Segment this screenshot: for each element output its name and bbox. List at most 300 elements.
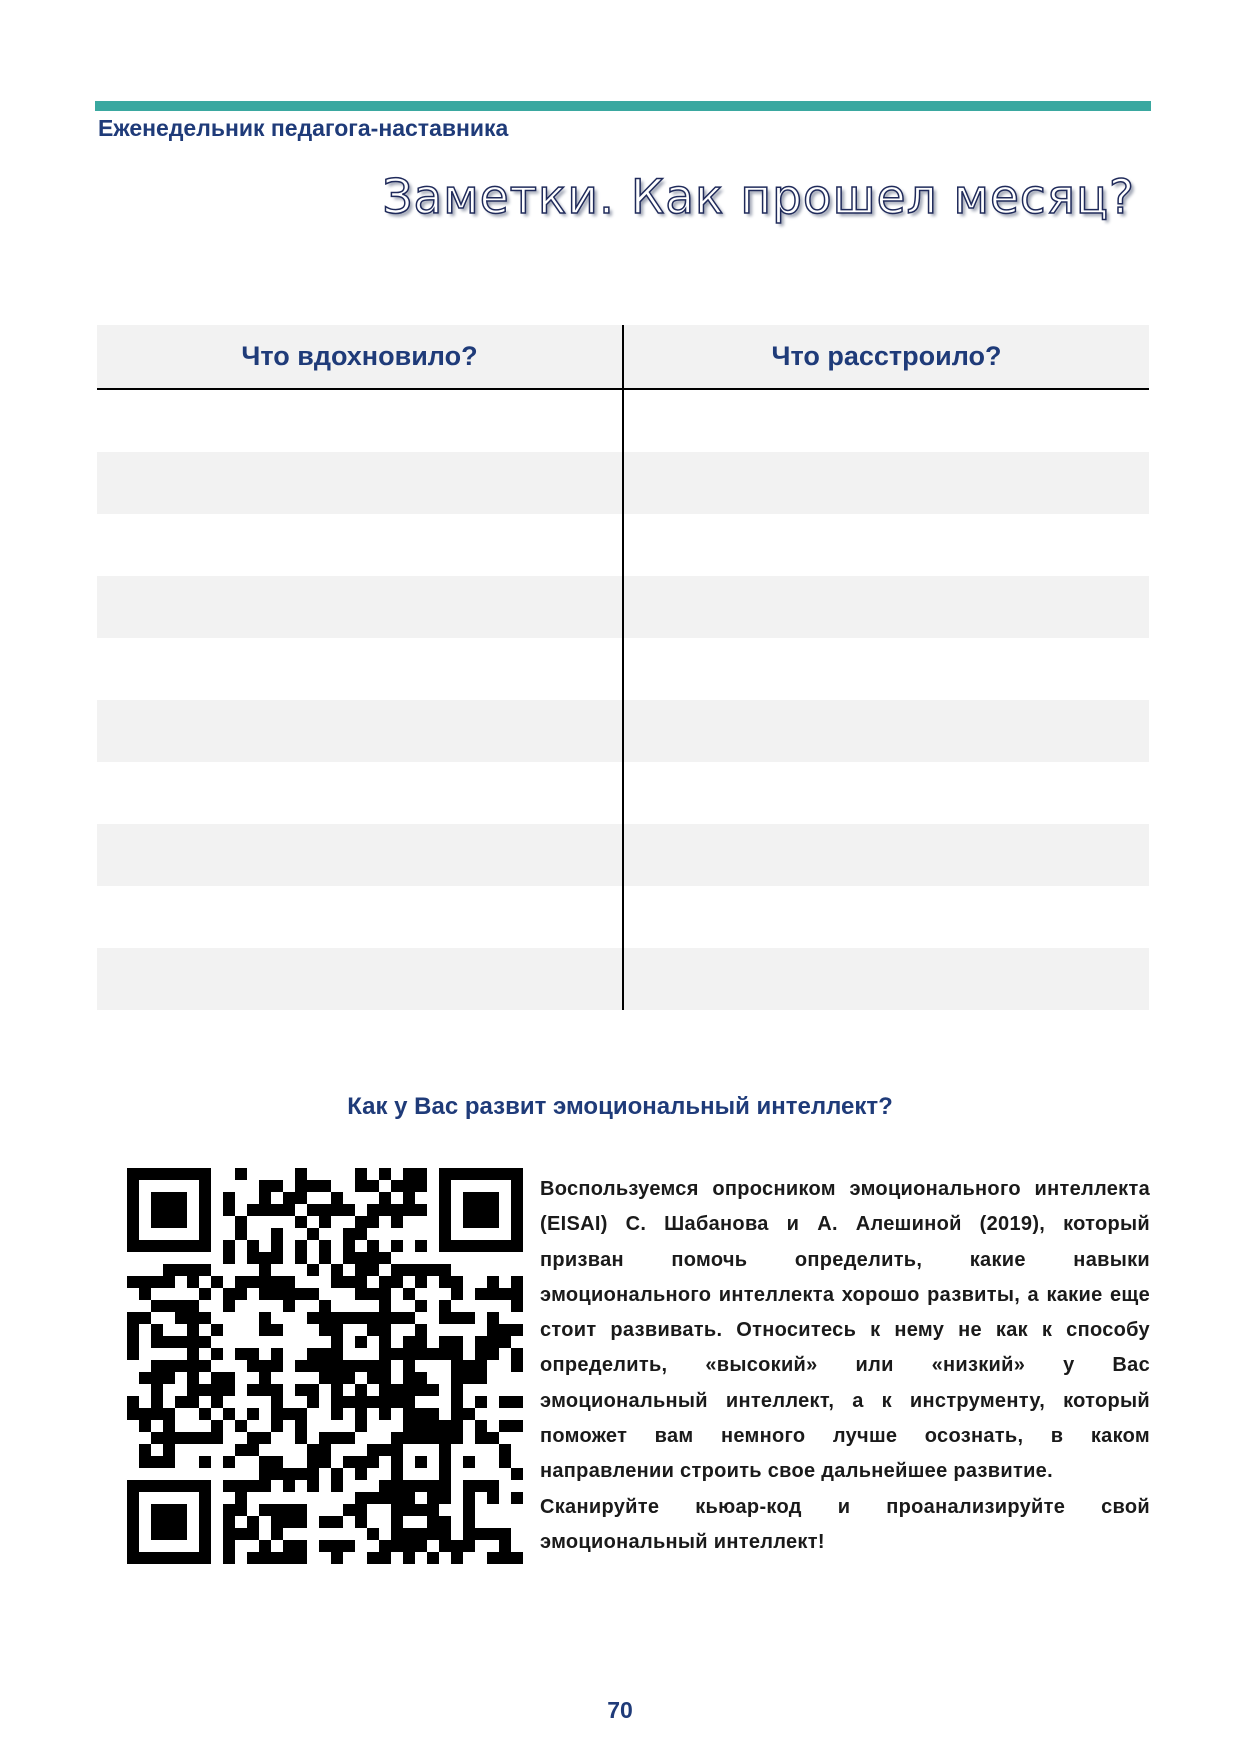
qr-module: [439, 1540, 451, 1552]
qr-module: [439, 1348, 451, 1360]
qr-module: [283, 1276, 295, 1288]
qr-module: [415, 1180, 427, 1192]
qr-module: [367, 1324, 379, 1336]
qr-module: [139, 1408, 151, 1420]
qr-module: [175, 1300, 187, 1312]
qr-module: [223, 1240, 235, 1252]
qr-module: [367, 1312, 379, 1324]
qr-module: [331, 1312, 343, 1324]
qr-module: [199, 1384, 211, 1396]
qr-module: [511, 1180, 523, 1192]
qr-module: [139, 1168, 151, 1180]
qr-module: [331, 1348, 343, 1360]
qr-module: [379, 1372, 391, 1384]
qr-module: [139, 1240, 151, 1252]
qr-module: [223, 1252, 235, 1264]
qr-module: [403, 1264, 415, 1276]
qr-module: [127, 1192, 139, 1204]
qr-module: [175, 1528, 187, 1540]
qr-module: [391, 1396, 403, 1408]
qr-module: [511, 1552, 523, 1564]
upset-cell[interactable]: [623, 948, 1149, 1010]
qr-module: [127, 1204, 139, 1216]
qr-module: [283, 1204, 295, 1216]
qr-module: [271, 1420, 283, 1432]
qr-module: [187, 1384, 199, 1396]
qr-module: [343, 1540, 355, 1552]
qr-module: [331, 1468, 343, 1480]
qr-module: [451, 1396, 463, 1408]
notes-table-row: [97, 762, 1149, 824]
qr-module: [439, 1264, 451, 1276]
qr-module: [223, 1192, 235, 1204]
qr-module: [295, 1432, 307, 1444]
upset-cell[interactable]: [623, 576, 1149, 638]
qr-module: [307, 1384, 319, 1396]
qr-module: [403, 1528, 415, 1540]
qr-module: [199, 1264, 211, 1276]
qr-module: [259, 1372, 271, 1384]
qr-module: [307, 1312, 319, 1324]
qr-module: [487, 1492, 499, 1504]
qr-module: [367, 1264, 379, 1276]
qr-module: [187, 1360, 199, 1372]
qr-module: [439, 1192, 451, 1204]
qr-module: [355, 1516, 367, 1528]
qr-module: [475, 1192, 487, 1204]
qr-module: [271, 1504, 283, 1516]
qr-module: [511, 1276, 523, 1288]
qr-module: [403, 1204, 415, 1216]
qr-module: [487, 1324, 499, 1336]
inspired-cell[interactable]: [97, 948, 623, 1010]
qr-module: [127, 1168, 139, 1180]
qr-module: [259, 1540, 271, 1552]
qr-module: [511, 1204, 523, 1216]
qr-module: [511, 1396, 523, 1408]
qr-module: [379, 1444, 391, 1456]
qr-module: [235, 1288, 247, 1300]
qr-module: [331, 1516, 343, 1528]
qr-module: [463, 1360, 475, 1372]
qr-module: [463, 1408, 475, 1420]
qr-module: [439, 1492, 451, 1504]
qr-module: [319, 1312, 331, 1324]
qr-module: [355, 1312, 367, 1324]
qr-module: [451, 1336, 463, 1348]
qr-module: [187, 1324, 199, 1336]
notes-table-row: [97, 948, 1149, 1010]
qr-module: [403, 1360, 415, 1372]
qr-module: [451, 1432, 463, 1444]
qr-module: [343, 1204, 355, 1216]
qr-module: [391, 1444, 403, 1456]
qr-module: [127, 1240, 139, 1252]
qr-module: [403, 1396, 415, 1408]
eq-description: [540, 1172, 1150, 1560]
upset-cell[interactable]: [623, 638, 1149, 700]
qr-module: [367, 1252, 379, 1264]
qr-module: [235, 1480, 247, 1492]
eq-description-paragraph: Воспользуемся опросником эмоционального интеллекта (EISAI) С. Шабанова и А. Алешиной (2019), который призван помочь определить, какие навыки эмоционального интеллекта хорошо развиты, а какие еще стоит развивать. Относитесь к нему не как к способу определить, «высокий» или «низкий» у Вас эмоциональный интеллект, а к инструменту, который поможет вам немного лучше осознать, в каком направлении строить свое дальнейшее развитие.: [540, 1178, 1150, 1483]
qr-module: [187, 1336, 199, 1348]
qr-module: [475, 1216, 487, 1228]
qr-module: [151, 1552, 163, 1564]
qr-module: [391, 1180, 403, 1192]
qr-module: [235, 1444, 247, 1456]
qr-module: [439, 1444, 451, 1456]
qr-module: [451, 1420, 463, 1432]
qr-module: [355, 1168, 367, 1180]
qr-module: [439, 1216, 451, 1228]
qr-module: [223, 1300, 235, 1312]
qr-module: [331, 1540, 343, 1552]
qr-module: [403, 1288, 415, 1300]
qr-module: [223, 1516, 235, 1528]
qr-module: [175, 1432, 187, 1444]
qr-module: [247, 1552, 259, 1564]
qr-module: [163, 1480, 175, 1492]
qr-module: [391, 1384, 403, 1396]
qr-module: [223, 1456, 235, 1468]
qr-module: [379, 1276, 391, 1288]
upset-cell[interactable]: [623, 762, 1149, 824]
qr-module: [331, 1360, 343, 1372]
qr-module: [307, 1288, 319, 1300]
qr-module: [475, 1288, 487, 1300]
qr-module: [247, 1204, 259, 1216]
qr-module: [175, 1552, 187, 1564]
qr-module: [331, 1480, 343, 1492]
qr-module: [331, 1372, 343, 1384]
qr-module: [391, 1264, 403, 1276]
qr-module: [259, 1288, 271, 1300]
upset-cell[interactable]: [623, 700, 1149, 762]
qr-module: [259, 1276, 271, 1288]
qr-module: [343, 1240, 355, 1252]
qr-module: [511, 1240, 523, 1252]
qr-module: [439, 1276, 451, 1288]
qr-module: [415, 1264, 427, 1276]
qr-module: [163, 1216, 175, 1228]
qr-module: [403, 1552, 415, 1564]
qr-module: [379, 1168, 391, 1180]
qr-module: [163, 1444, 175, 1456]
qr-module: [343, 1312, 355, 1324]
qr-module: [403, 1432, 415, 1444]
qr-module: [403, 1540, 415, 1552]
qr-module: [163, 1516, 175, 1528]
qr-module: [427, 1384, 439, 1396]
qr-module: [247, 1384, 259, 1396]
qr-module: [463, 1528, 475, 1540]
qr-module: [355, 1336, 367, 1348]
qr-module: [163, 1264, 175, 1276]
qr-module: [247, 1516, 259, 1528]
inspired-cell[interactable]: [97, 389, 623, 452]
qr-module: [139, 1372, 151, 1384]
inspired-cell[interactable]: [97, 576, 623, 638]
qr-module: [391, 1456, 403, 1468]
inspired-cell[interactable]: [97, 762, 623, 824]
qr-module: [331, 1432, 343, 1444]
qr-module: [151, 1396, 163, 1408]
qr-module: [259, 1192, 271, 1204]
qr-module: [427, 1516, 439, 1528]
qr-module: [211, 1372, 223, 1384]
qr-module: [415, 1336, 427, 1348]
qr-module: [295, 1252, 307, 1264]
upset-cell[interactable]: [623, 886, 1149, 948]
qr-module: [415, 1348, 427, 1360]
qr-module: [151, 1516, 163, 1528]
qr-module: [151, 1480, 163, 1492]
qr-module: [235, 1228, 247, 1240]
qr-module: [379, 1408, 391, 1420]
qr-module: [199, 1204, 211, 1216]
qr-module: [139, 1312, 151, 1324]
qr-module: [175, 1480, 187, 1492]
qr-module: [367, 1360, 379, 1372]
qr-module: [343, 1252, 355, 1264]
qr-module: [331, 1324, 343, 1336]
qr-module: [343, 1276, 355, 1288]
qr-module: [199, 1528, 211, 1540]
qr-module: [247, 1360, 259, 1372]
qr-module: [175, 1192, 187, 1204]
qr-module: [259, 1324, 271, 1336]
qr-module: [295, 1240, 307, 1252]
qr-module: [403, 1504, 415, 1516]
qr-module: [463, 1504, 475, 1516]
qr-module: [427, 1504, 439, 1516]
qr-module: [187, 1432, 199, 1444]
qr-module: [355, 1360, 367, 1372]
qr-module: [175, 1504, 187, 1516]
qr-module: [475, 1432, 487, 1444]
qr-module: [235, 1216, 247, 1228]
qr-module: [151, 1336, 163, 1348]
qr-module: [343, 1360, 355, 1372]
qr-module: [319, 1540, 331, 1552]
upset-cell[interactable]: [623, 389, 1149, 452]
qr-module: [319, 1360, 331, 1372]
qr-module: [319, 1324, 331, 1336]
qr-module: [355, 1492, 367, 1504]
qr-module: [247, 1276, 259, 1288]
qr-module: [451, 1372, 463, 1384]
qr-module: [295, 1180, 307, 1192]
qr-module: [283, 1408, 295, 1420]
qr-module: [163, 1300, 175, 1312]
qr-module: [379, 1384, 391, 1396]
qr-module: [259, 1252, 271, 1264]
qr-module: [403, 1192, 415, 1204]
notes-table-row: [97, 389, 1149, 452]
inspired-cell[interactable]: [97, 638, 623, 700]
qr-module: [379, 1288, 391, 1300]
qr-module: [451, 1240, 463, 1252]
notes-table-body: [97, 389, 1149, 1010]
qr-module: [151, 1324, 163, 1336]
qr-module: [511, 1420, 523, 1432]
qr-module: [331, 1384, 343, 1396]
qr-module: [415, 1276, 427, 1288]
qr-module: [247, 1408, 259, 1420]
qr-module: [511, 1348, 523, 1360]
qr-module: [295, 1216, 307, 1228]
qr-module: [163, 1240, 175, 1252]
qr-module: [283, 1504, 295, 1516]
qr-module: [379, 1480, 391, 1492]
qr-module: [487, 1288, 499, 1300]
qr-module: [223, 1552, 235, 1564]
qr-module: [307, 1348, 319, 1360]
qr-module: [319, 1444, 331, 1456]
inspired-cell[interactable]: [97, 452, 623, 514]
qr-module: [391, 1504, 403, 1516]
qr-module: [355, 1288, 367, 1300]
qr-module: [187, 1276, 199, 1288]
qr-module: [439, 1456, 451, 1468]
inspired-cell[interactable]: [97, 514, 623, 576]
qr-module: [499, 1420, 511, 1432]
qr-module: [199, 1180, 211, 1192]
qr-module: [259, 1468, 271, 1480]
notes-table-row: [97, 638, 1149, 700]
qr-module: [415, 1480, 427, 1492]
qr-module: [463, 1516, 475, 1528]
qr-module: [175, 1312, 187, 1324]
qr-module: [463, 1372, 475, 1384]
qr-module: [403, 1336, 415, 1348]
qr-module: [355, 1396, 367, 1408]
qr-module: [139, 1276, 151, 1288]
qr-module: [163, 1204, 175, 1216]
inspired-cell[interactable]: [97, 824, 623, 886]
qr-module: [487, 1480, 499, 1492]
qr-module: [415, 1540, 427, 1552]
qr-module: [199, 1408, 211, 1420]
qr-module: [391, 1540, 403, 1552]
qr-module: [163, 1360, 175, 1372]
qr-module: [295, 1360, 307, 1372]
qr-module: [199, 1192, 211, 1204]
qr-module: [271, 1228, 283, 1240]
qr-module: [163, 1552, 175, 1564]
qr-module: [391, 1468, 403, 1480]
qr-module: [511, 1168, 523, 1180]
qr-module: [451, 1552, 463, 1564]
qr-module: [367, 1492, 379, 1504]
qr-module: [391, 1276, 403, 1288]
qr-module: [139, 1456, 151, 1468]
qr-module: [211, 1396, 223, 1408]
qr-module: [295, 1288, 307, 1300]
qr-module: [367, 1240, 379, 1252]
qr-module: [295, 1408, 307, 1420]
qr-module: [499, 1456, 511, 1468]
qr-module: [355, 1504, 367, 1516]
notes-table-row: [97, 576, 1149, 638]
qr-module: [499, 1444, 511, 1456]
qr-module: [463, 1456, 475, 1468]
qr-module: [451, 1384, 463, 1396]
qr-module: [247, 1432, 259, 1444]
qr-module: [319, 1300, 331, 1312]
qr-module: [499, 1540, 511, 1552]
upset-cell[interactable]: [623, 452, 1149, 514]
qr-module: [415, 1372, 427, 1384]
qr-module: [247, 1444, 259, 1456]
qr-module: [175, 1264, 187, 1276]
qr-module: [475, 1372, 487, 1384]
qr-module: [271, 1456, 283, 1468]
qr-module: [355, 1252, 367, 1264]
qr-module: [199, 1360, 211, 1372]
qr-module: [259, 1264, 271, 1276]
inspired-cell[interactable]: [97, 886, 623, 948]
qr-module: [331, 1192, 343, 1204]
qr-module: [187, 1300, 199, 1312]
qr-module: [367, 1444, 379, 1456]
qr-module: [379, 1396, 391, 1408]
qr-module: [499, 1396, 511, 1408]
qr-module: [427, 1552, 439, 1564]
running-header: Еженедельник педагога-наставника: [98, 115, 509, 141]
qr-module: [259, 1384, 271, 1396]
qr-module: [487, 1552, 499, 1564]
qr-module: [355, 1408, 367, 1420]
qr-module: [199, 1216, 211, 1228]
qr-module: [475, 1168, 487, 1180]
qr-module: [223, 1528, 235, 1540]
notes-table-row: [97, 514, 1149, 576]
qr-module: [211, 1348, 223, 1360]
qr-module: [319, 1252, 331, 1264]
qr-module: [487, 1216, 499, 1228]
qr-module: [391, 1204, 403, 1216]
qr-module: [295, 1420, 307, 1432]
qr-module: [199, 1540, 211, 1552]
qr-module: [367, 1552, 379, 1564]
qr-module: [415, 1168, 427, 1180]
qr-module: [367, 1288, 379, 1300]
qr-module: [439, 1168, 451, 1180]
qr-module: [295, 1516, 307, 1528]
qr-module: [163, 1372, 175, 1384]
qr-module: [307, 1468, 319, 1480]
qr-module: [151, 1192, 163, 1204]
qr-module: [379, 1552, 391, 1564]
qr-module: [151, 1384, 163, 1396]
upset-cell[interactable]: [623, 824, 1149, 886]
qr-module: [199, 1480, 211, 1492]
qr-module: [247, 1480, 259, 1492]
qr-module: [175, 1204, 187, 1216]
upset-cell[interactable]: [623, 514, 1149, 576]
inspired-cell[interactable]: [97, 700, 623, 762]
qr-module: [355, 1420, 367, 1432]
qr-module: [151, 1456, 163, 1468]
qr-module: [259, 1504, 271, 1516]
qr-module: [235, 1504, 247, 1516]
qr-module: [427, 1480, 439, 1492]
qr-module: [271, 1552, 283, 1564]
qr-code-icon[interactable]: [127, 1168, 523, 1564]
qr-module: [295, 1168, 307, 1180]
qr-module: [391, 1528, 403, 1540]
